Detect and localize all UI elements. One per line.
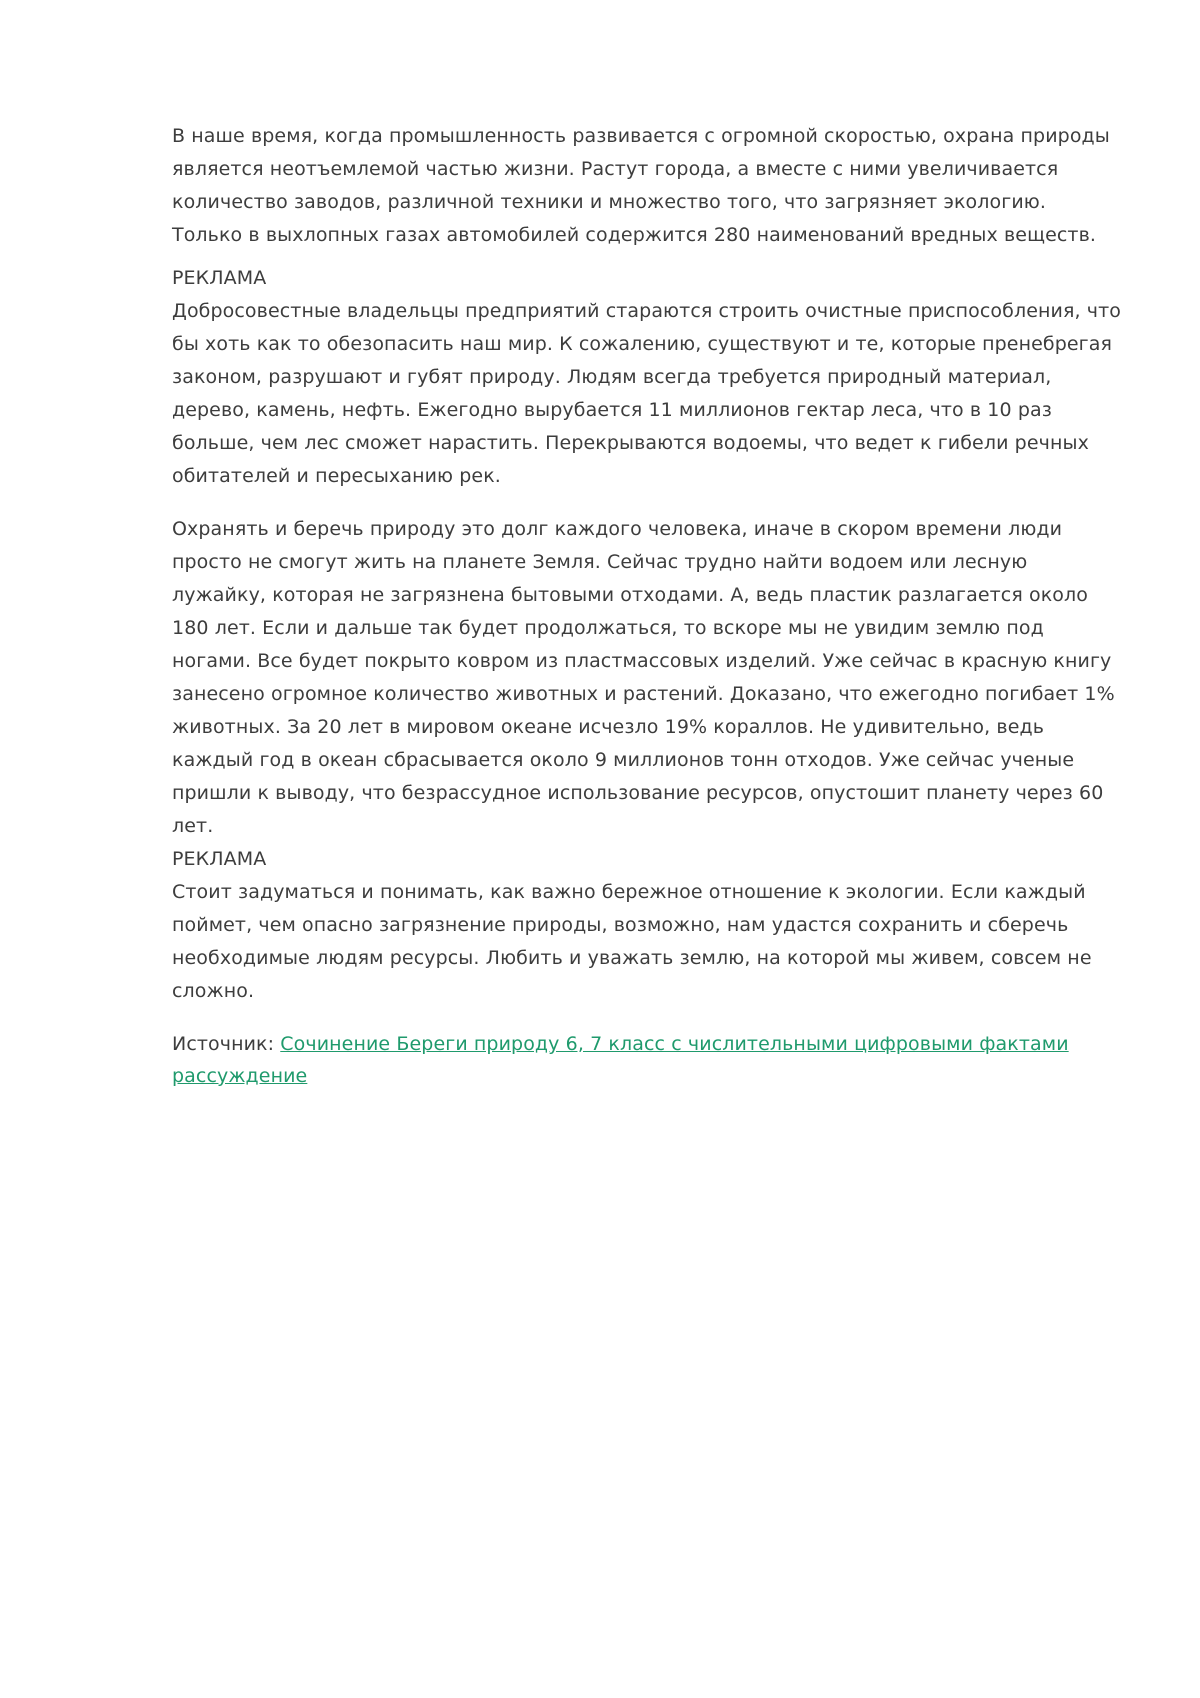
source-line <box>172 1028 1122 1092</box>
source-label: Источник: <box>172 1033 275 1055</box>
document-page <box>172 120 1122 1092</box>
paragraph-conclusion: Стоит задуматься и понимать, как важно бережное отношение к экологии. Если каждый поймет, чем опасно загрязнение природы, возможно, нам удастся сохранить и сберечь необходимые людям ресурсы. Любить и уважать землю, на которой мы живем, совсем не сложно. <box>172 881 1092 1002</box>
ad-label: РЕКЛАМА <box>172 848 267 870</box>
paragraph-duty: Охранять и беречь природу это долг каждого человека, иначе в скором времени люди просто не смогут жить на планете Земля. Сейчас трудно найти водоем или лесную лужайку, которая не загрязнена бытовыми отходами. А, ведь пластик разлагается около 180 лет. Если и дальше так будет продолжаться, то вскоре мы не увидим землю под ногами. Все будет покрыто ковром из пластмассовых изделий. Уже сейчас в красную книгу занесено огромное количество животных и растений. Доказано, что ежегодно погибает 1% животных. За 20 лет в мировом океане исчезло 19% кораллов. Не удивительно, ведь каждый год в океан сбрасывается около 9 миллионов тонн отходов. Уже сейчас ученые пришли к выводу, что безрассудное использование ресурсов, опустошит планету через 60 лет. <box>172 518 1115 837</box>
paragraph-industry: Добросовестные владельцы предприятий стараются строить очистные приспособления, что бы хоть как то обезопасить наш мир. К сожалению, существуют и те, которые пренебрегая законом, разрушают и губят природу. Людям всегда требуется природный материал, дерево, камень, нефть. Ежегодно вырубается 11 миллионов гектар леса, что в 10 раз больше, чем лес сможет нарастить. Перекрываются водоемы, что ведет к гибели речных обитателей и пересыханию рек. <box>172 300 1121 487</box>
paragraph-intro: В наше время, когда промышленность развивается с огромной скоростью, охрана природы является неотъемлемой частью жизни. Растут города, а вместе с ними увеличивается количество заводов, различной техники и множество того, что загрязняет экологию. Только в выхлопных газах автомобилей содержится 280 наименований вредных веществ. <box>172 125 1110 246</box>
ad-label: РЕКЛАМА <box>172 267 267 289</box>
source-link[interactable]: Сочинение Береги природу 6, 7 класс с числительными цифровыми фактами рассуждение <box>172 1033 1069 1087</box>
